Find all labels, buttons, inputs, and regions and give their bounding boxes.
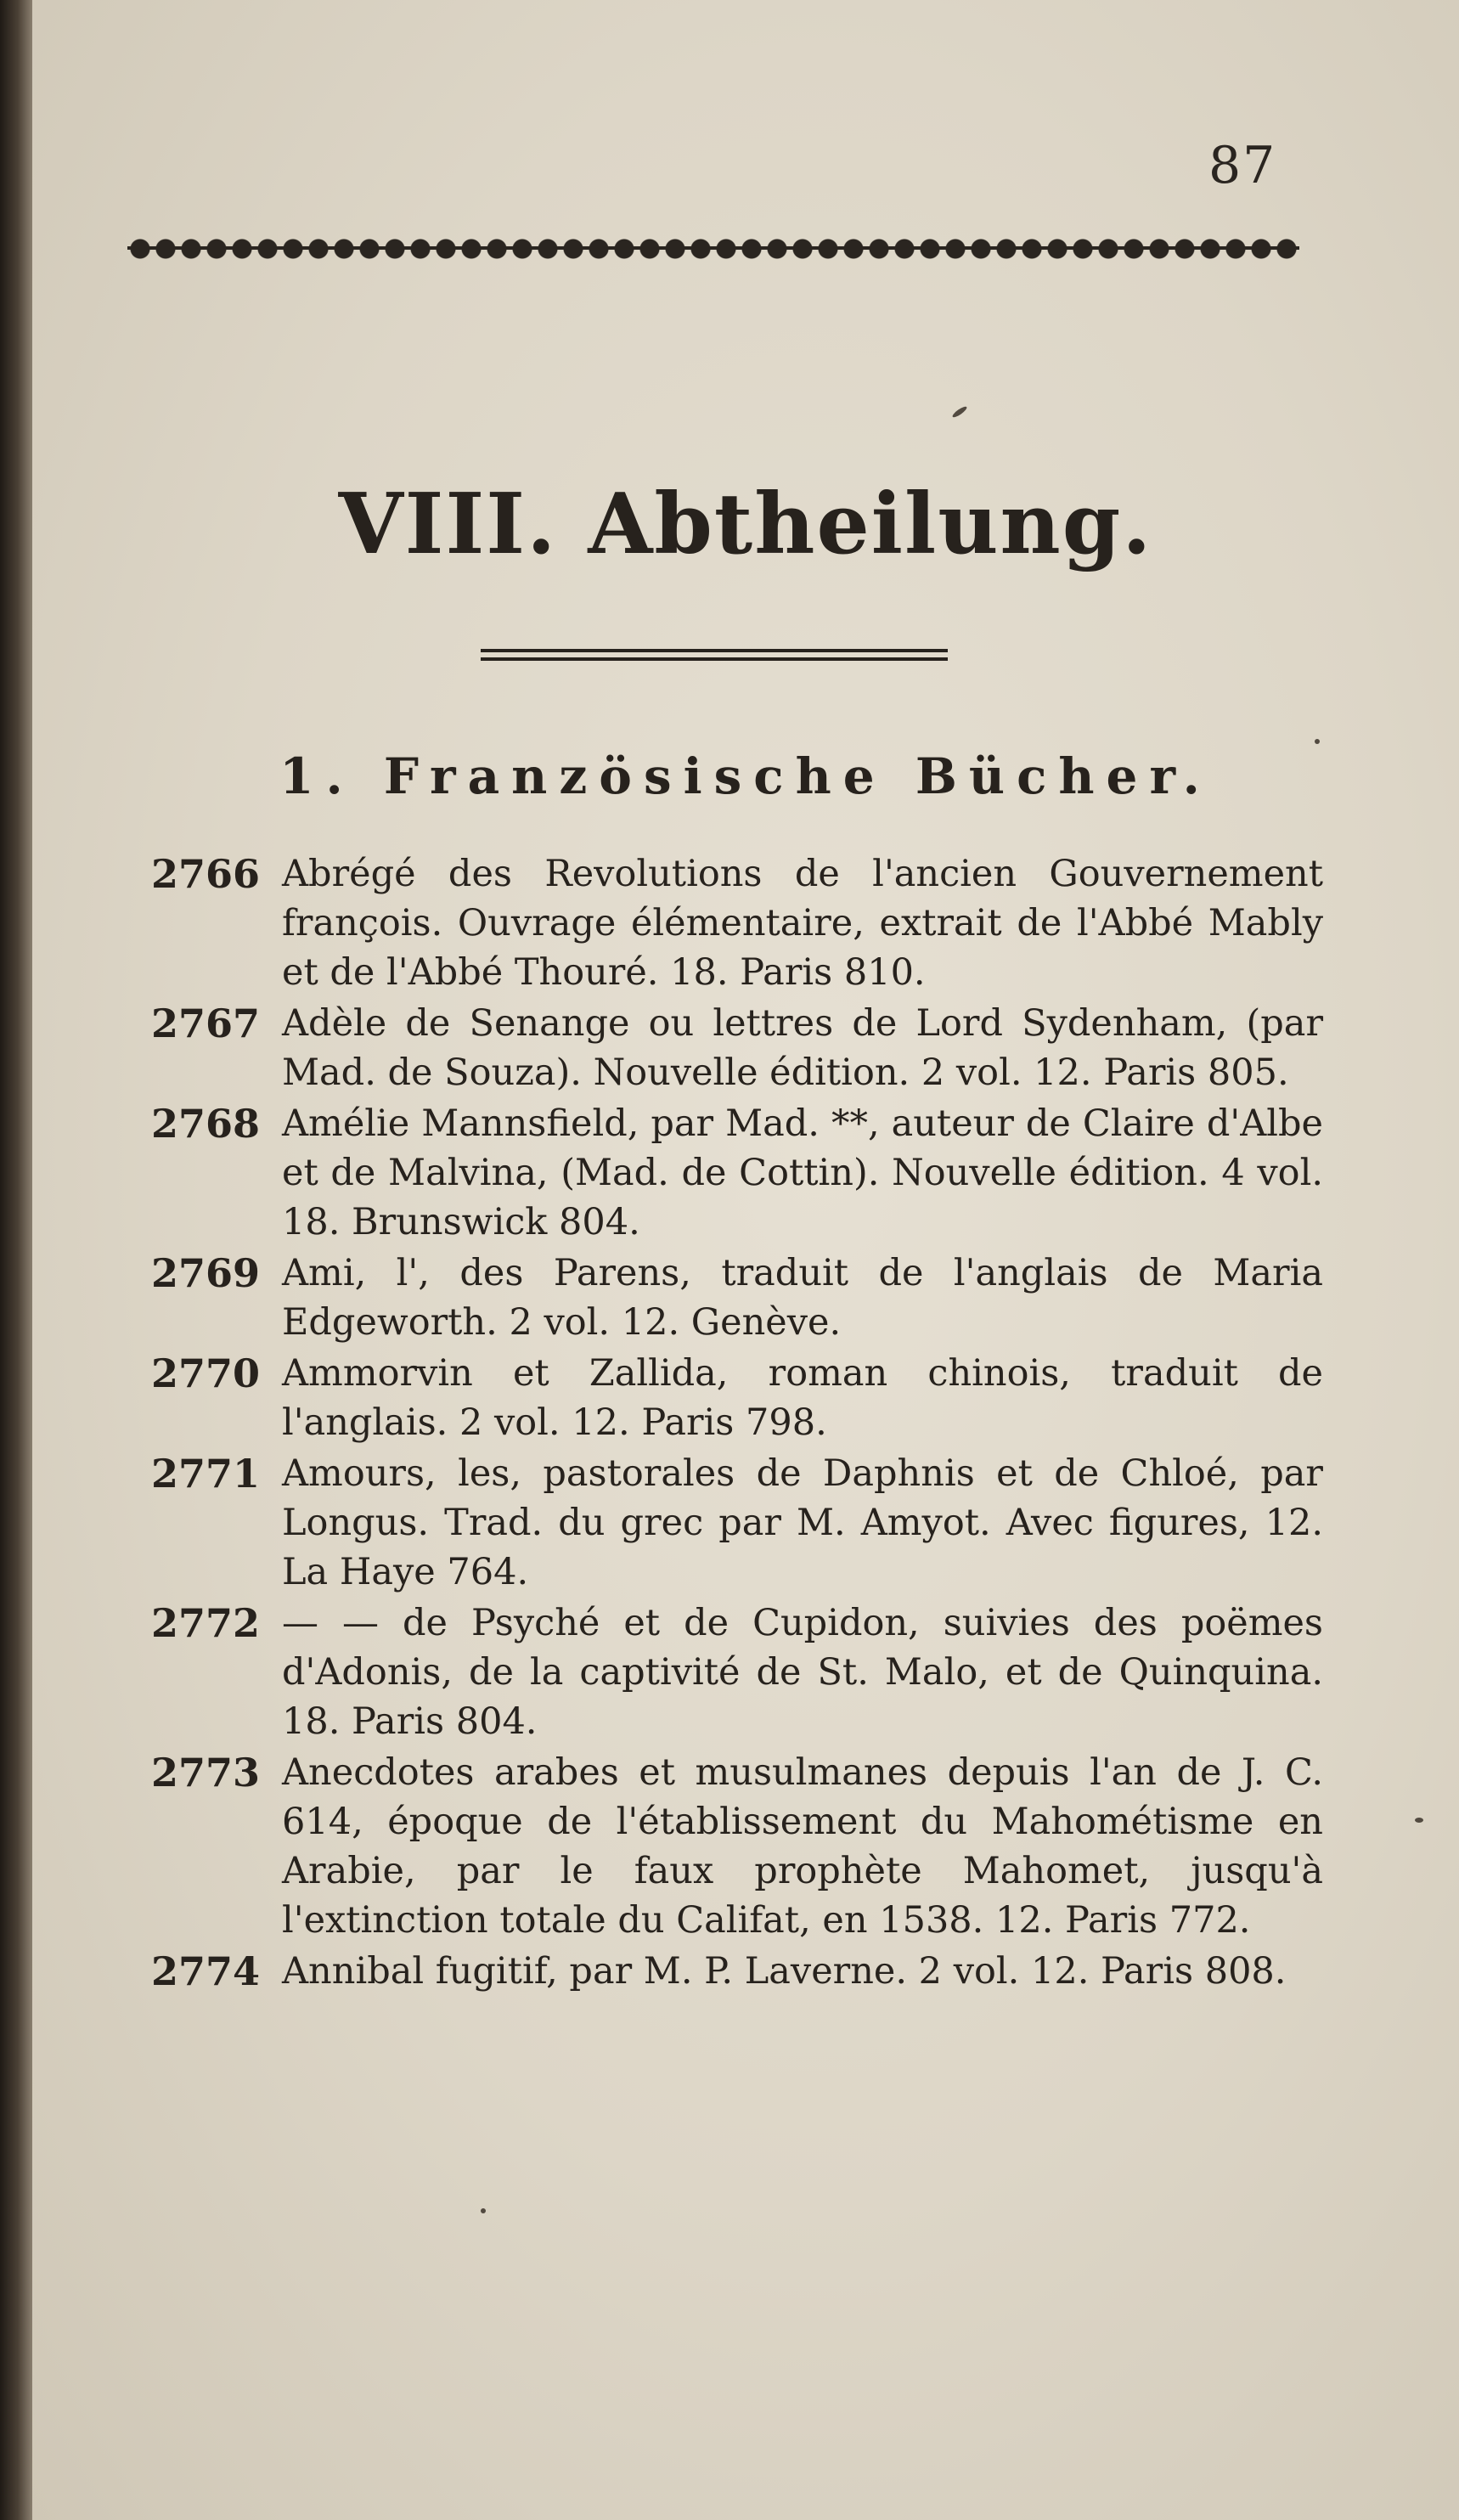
entry-number: 2771	[151, 1451, 261, 1497]
catalog-entry	[151, 1249, 1323, 1347]
entry-text: Adèle de Senange ou lettres de Lord Sydenham, (par Mad. de Souza). Nouvelle édition. 2 vol. 12. Paris 805.	[282, 1002, 1323, 1094]
catalog-entry	[151, 1099, 1323, 1247]
section-heading: VIII. Abtheilung.	[338, 476, 1153, 573]
page-number: 87	[1208, 136, 1277, 195]
entry-number: 2766	[151, 851, 261, 897]
entry-text: Amélie Mannsfield, par Mad. **, auteur de Claire d'Albe et de Malvina, (Mad. de Cottin). Nouvelle édition. 4 vol. 18. Brunswick 804.	[282, 1102, 1323, 1243]
divider-rule-top	[481, 649, 948, 652]
entry-number: 2770	[151, 1350, 261, 1396]
paper-speck	[481, 2208, 486, 2213]
ornament-border-line	[127, 246, 1299, 250]
entry-number: 2768	[151, 1101, 261, 1147]
book-page	[32, 0, 1459, 2520]
catalog-entry	[151, 1947, 1323, 1996]
catalog-entry	[151, 1349, 1323, 1447]
entry-text: — — de Psyché et de Cupidon, suivies des poëmes d'Adonis, de la captivité de St. Malo, et de Quinquina. 18. Paris 804.	[282, 1602, 1323, 1743]
entry-number: 2774	[151, 1948, 261, 1994]
entry-number: 2769	[151, 1250, 261, 1296]
book-spine-shadow	[0, 0, 32, 2520]
heading-divider	[481, 649, 948, 666]
catalog-entry	[151, 849, 1323, 997]
catalog-entry	[151, 999, 1323, 1097]
divider-rule-bottom	[481, 657, 948, 661]
catalog-entry	[151, 1748, 1323, 1945]
entry-number: 2772	[151, 1600, 261, 1646]
entry-text: Amours, les, pastorales de Daphnis et de Chloé, par Longus. Trad. du grec par M. Amyot. Avec figures, 12. La Haye 764.	[282, 1452, 1323, 1593]
entry-text: Ammorvin et Zallida, roman chinois, traduit de l'anglais. 2 vol. 12. Paris 798.	[282, 1352, 1323, 1444]
paper-speck	[1315, 739, 1320, 744]
entry-text: Abrégé des Revolutions de l'ancien Gouvernement françois. Ouvrage élémentaire, extrait de l'Abbé Mably et de l'Abbé Thouré. 18. Paris 810.	[282, 853, 1323, 994]
entry-text: Anecdotes arabes et musulmanes depuis l'an de J. C. 614, époque de l'établissement du Mahométisme en Arabie, par le faux prophète Mahomet, jusqu'à l'extinction totale du Califat, en 1538. 12. Paris 772.	[282, 1751, 1323, 1942]
paper-speck	[1415, 1818, 1423, 1823]
catalog-entry	[151, 1598, 1323, 1746]
entry-number: 2767	[151, 1001, 261, 1046]
entry-text: Annibal fugitif, par M. P. Laverne. 2 vol. 12. Paris 808.	[282, 1950, 1287, 1993]
catalog-entry	[151, 1449, 1323, 1597]
catalog-entries	[151, 849, 1323, 1998]
subsection-heading: 1. Französische Bücher.	[279, 747, 1212, 805]
entry-text: Ami, l', des Parens, traduit de l'anglais de Maria Edgeworth. 2 vol. 12. Genève.	[282, 1252, 1323, 1344]
paper-speck	[951, 405, 968, 419]
entry-number: 2773	[151, 1750, 261, 1796]
